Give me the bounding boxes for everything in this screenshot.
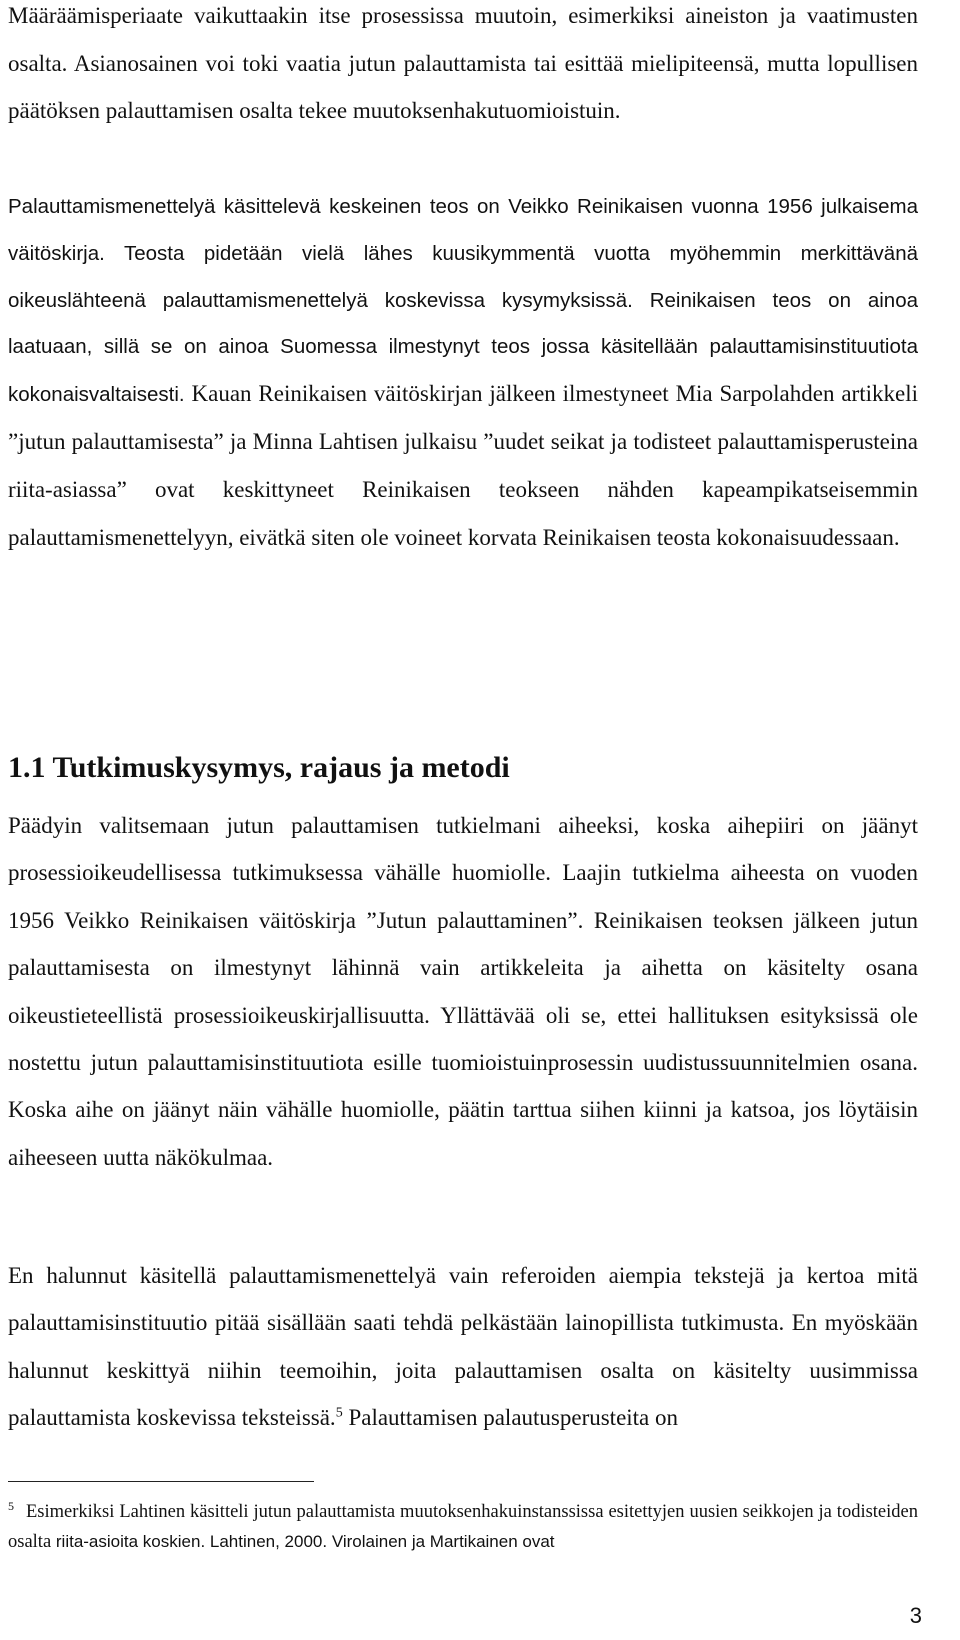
footnote [8,1498,918,1557]
footnote-reference[interactable]: 5 [335,1405,343,1421]
paragraph-scope-text: En halunnut käsitellä palauttamismenettelyä vain referoiden aiempia tekstejä ja kertoa mitä palauttamisinstituutio pitää sisällään saati tehdä pelkästään lainopillista tutkimusta. En myöskään halunnut keskittyä niihin teemoihin, joita palauttamisen osalta on käsitelty uusimmissa palauttamista koskevissa teksteissä. [8,1263,918,1431]
paragraph-scope [8,1252,918,1442]
paragraph-key-work-serif-part: Kauan Reinikaisen väitöskirjan jälkeen ilmestyneet Mia Sarpolahden artikkeli ”jutun palauttamisesta” ja Minna Lahtisen julkaisu ”uudet seikat ja todisteet palauttamisperusteina riita-asiassa” ovat keskittyneet Reinikaisen teokseen nähden kapeampikatseisemmin palauttamismenettelyyn, eivätkä siten ole voineet korvata Reinikaisen teosta kokonaisuudessaan. [8,381,918,550]
section-heading: 1.1 Tutkimuskysymys, rajaus ja metodi [8,751,510,784]
footnote-marker: 5 [8,1498,14,1513]
paragraph-definition-principle: Määräämisperiaate vaikuttaakin itse prosessissa muutoin, esimerkiksi aineiston ja vaatimusten osalta. Asianosainen voi toki vaatia jutun palauttamista tai esittää mielipiteensä, mutta lopullisen päätöksen palauttamisen osalta tekee muutoksenhakutuomioistuin. [8,3,918,124]
page-number: 3 [909,1603,922,1628]
paragraph-key-work-sans-part: Palauttamismenettelyä käsittelevä keskeinen teos on Veikko Reinikaisen vuonna 1956 julkaisema väitöskirja. Teosta pidetään vielä lähes kuusikymmentä vuotta myöhemmin merkittävänä oikeuslähteenä palauttamismenettelyä koskevissa kysymyksissä. Reinikaisen teos on ainoa laatuaan, sillä se on ainoa Suomessa ilmestynyt teos jossa käsitellään palauttamisinstituutiota kokonaisvaltaisesti. [8,195,918,407]
paragraph-key-work [8,184,918,562]
footnote-text-sans: riita-asioita koskien. Lahtinen, 2000. Virolainen ja Martikainen ovat [51,1532,555,1551]
paragraph-scope-continuation: Palauttamisen palautusperusteita on [342,1405,679,1431]
footnote-text-serif: Esimerkiksi Lahtinen käsitteli jutun palauttamista muutoksenhakuinstanssissa esitettyjen uusien seikkojen ja todisteiden osalta [8,1502,918,1552]
footnote-separator [8,1481,314,1482]
paragraph-topic-choice: Päädyin valitsemaan jutun palauttamisen tutkielmani aiheeksi, koska aihepiiri on jäänyt prosessioikeudellisessa tutkimuksessa vähälle huomiolle. Laajin tutkielma aiheesta on vuoden 1956 Veikko Reinikaisen väitöskirja ”Jutun palauttaminen”. Reinikaisen teoksen jälkeen jutun palauttamisesta on ilmestynyt lähinnä vain artikkeleita ja aihetta on käsitelty osana oikeustieteellistä prosessioikeuskirjallisuutta. Yllättävää oli se, ettei hallituksen esityksissä ole nostettu jutun palauttamisinstituutiota esille tuomioistuinprosessin uudistussuunnitelmien osana. Koska aihe on jäänyt näin vähälle huomiolle, päätin tarttua siihen kiinni ja katsoa, jos löytäisin aiheeseen uutta näkökulmaa. [8,813,918,1170]
